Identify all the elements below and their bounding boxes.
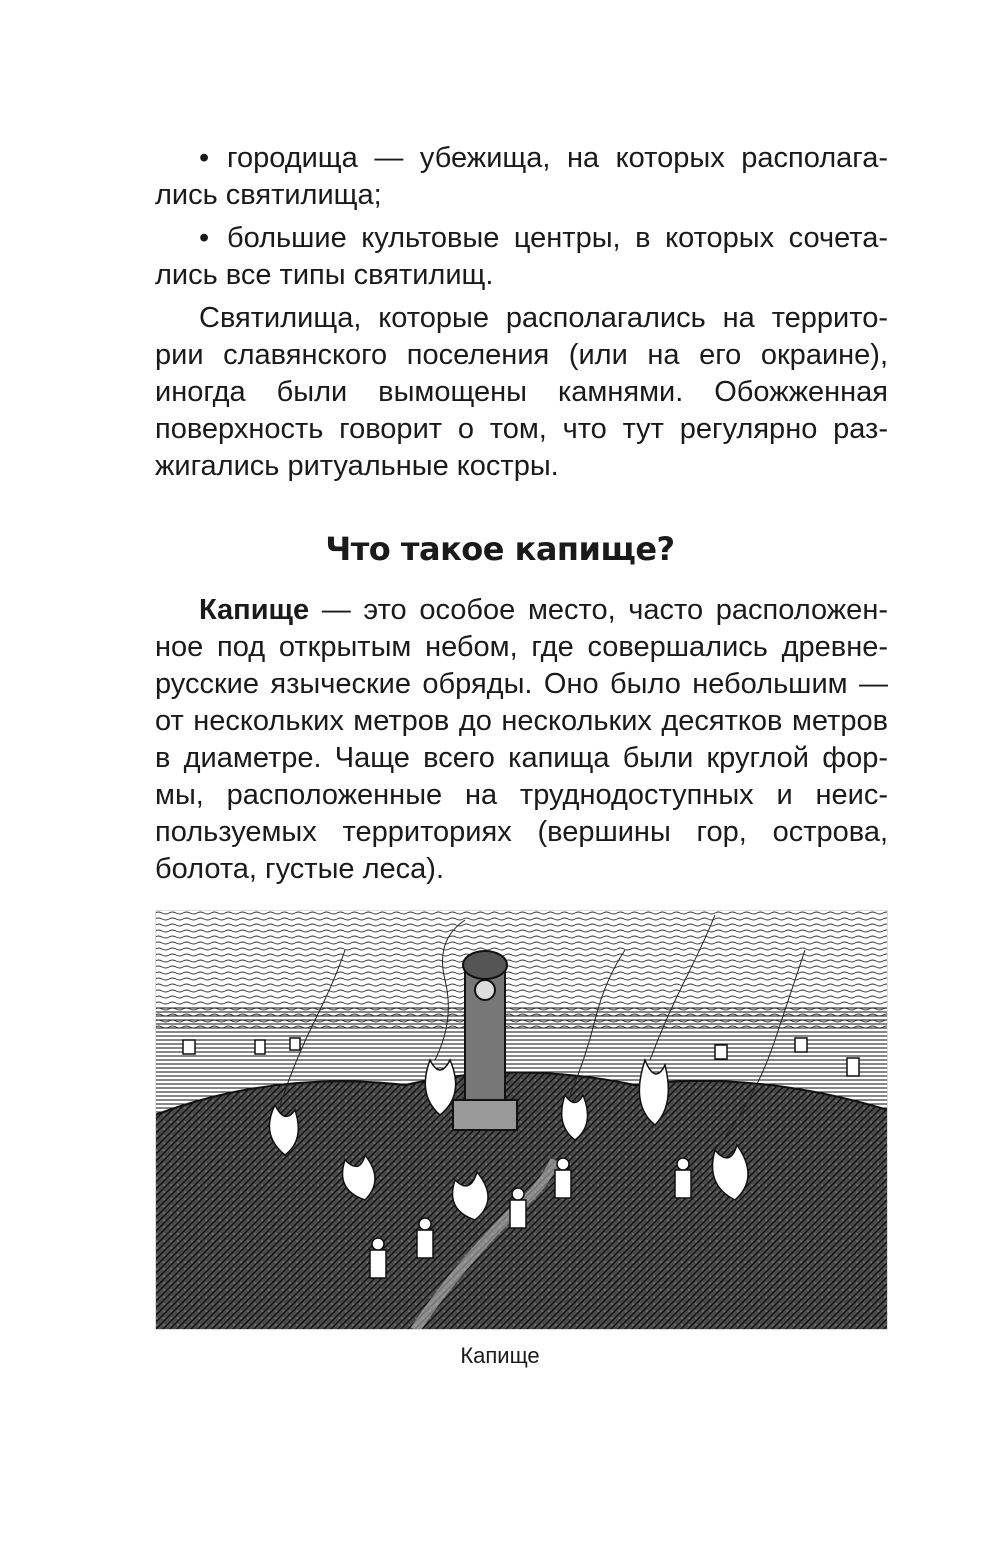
- figure-caption: Капище: [460, 1343, 540, 1368]
- kapische-term: Капище: [199, 594, 310, 626]
- kapische-line-5: в диаметре. Чаще всего капища были круглой фор-: [155, 742, 888, 774]
- paragraph-line-5: жигались ритуальные костры.: [155, 450, 559, 482]
- kapische-line-4: от нескольких метров до нескольких десятков метров: [155, 705, 888, 737]
- paragraph-line-4: поверхность говорит о том, что тут регулярно раз-: [155, 413, 888, 445]
- bullet-item-2-line-1: • большие культовые центры, в которых сочета-: [155, 220, 888, 257]
- paragraph-line-1: Святилища, которые располагались на террито-: [199, 302, 888, 334]
- kapische-line-1: Капище — это особое место, часто расположен-: [199, 594, 888, 626]
- kapische-line-2: ное под открытым небом, где совершались древне-: [155, 631, 888, 663]
- bullet-item-1-line-1: • городища — убежища, на которых располага-: [155, 140, 888, 177]
- kapische-illustration: [155, 910, 888, 1330]
- kapische-line-7: пользуемых территориях (вершины гор, острова,: [155, 816, 888, 848]
- top-text-block: [155, 140, 888, 485]
- kapische-line-3: русские языческие обряды. Оно было небольшим —: [155, 668, 888, 700]
- kapische-line-8: болота, густые леса).: [155, 853, 444, 885]
- kapische-paragraph: [155, 592, 888, 888]
- kapische-line-6: мы, расположенные на труднодоступных и неис-: [155, 779, 888, 811]
- bullet-item-2-line-2: лись все типы святилищ.: [155, 259, 494, 291]
- paragraph-line-2: рии славянского поселения (или на его окраине),: [155, 339, 888, 371]
- paragraph-line-3: иногда были вымощены камнями. Обожженная: [155, 376, 888, 408]
- bullet-item-1-line-2: лись святилища;: [155, 179, 382, 211]
- section-heading: Что такое капище?: [325, 530, 675, 568]
- bullet-icon: •: [199, 142, 210, 174]
- bullet-icon: •: [199, 222, 210, 254]
